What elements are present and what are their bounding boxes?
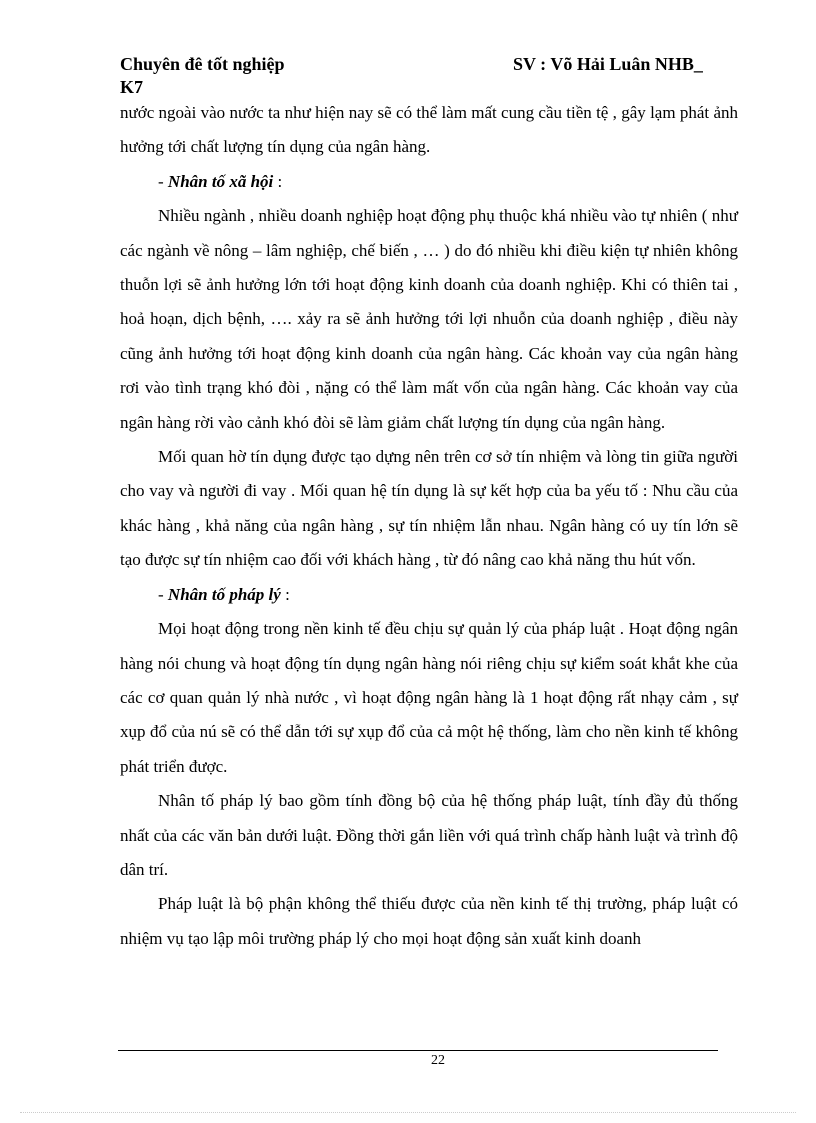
heading-prefix: -: [158, 171, 168, 191]
heading-prefix: -: [158, 584, 168, 604]
paragraph-1: nước ngoài vào nước ta như hiện nay sẽ có thể làm mất cung cầu tiền tệ , gây lạm phát ảnh hưởng tới chất lượng tín dụng của ngân hàng.: [120, 103, 738, 157]
paragraph-2: Nhiều ngành , nhiều doanh nghiệp hoạt động phụ thuộc khá nhiều vào tự nhiên ( như các ngành về nông – lâm nghiệp, chế biến , … ) do đó nhiều khi điều kiện tự nhiên không thuỗn lợi sẽ ảnh hưởng lớn tới hoạt động kinh doanh của doanh nghiệp. Khi có thiên tai , hoả hoạn, dịch bệnh, …. xảy ra sẽ ảnh hưởng tới lợi nhuỗn của doanh nghiệp , điều này cũng ảnh hưởng tới hoạt động kinh doanh của ngân hàng. Các khoản vay của ngân hàng rơi vào tình trạng khó đòi , nặng có thể làm mất vốn của ngân hàng. Các khoản vay của ngân hàng rời vào cảnh khó đòi sẽ làm giảm chất lượng tín dụng của ngân hàng.: [120, 206, 738, 432]
page-edge-divider: [20, 1112, 796, 1113]
paragraph-4: Mọi hoạt động trong nền kinh tế đều chịu sự quản lý của pháp luật . Hoạt động ngân hàng nói chung và hoạt động tín dụng ngân hàng nói riêng chịu sự kiểm soát khắt khe của các cơ quan quản lý nhà nước , vì hoạt động ngân hàng là 1 hoạt động rất nhạy cảm , sự xụp đổ của nú sẽ có thể dẫn tới sự xụp đổ của cả một hệ thống, làm cho nền kinh tế không phát triển được.: [120, 619, 738, 776]
heading-title: Nhân tố xã hội: [167, 171, 274, 191]
heading-suffix: :: [280, 584, 290, 604]
paragraph-3: Mối quan hờ tín dụng được tạo dựng nên trên cơ sở tín nhiệm và lòng tin giữa người cho vay và người đi vay . Mối quan hệ tín dụng là sự kết hợp của ba yếu tố : Nhu cầu của khác hàng , khả năng của ngân hàng , sự tín nhiệm lẫn nhau. Ngân hàng có uy tín lớn sẽ tạo được sự tín nhiệm cao đối với khách hàng , từ đó nâng cao khả năng thu hút vốn.: [120, 447, 738, 570]
heading-suffix: :: [273, 171, 283, 191]
header-author: SV : Võ Hải Luân NHB_: [513, 54, 703, 74]
page-number: 22: [431, 1053, 445, 1068]
header-title: Chuyên đê tốt nghiệp: [120, 54, 285, 74]
footer-divider: [118, 1050, 718, 1051]
paragraph-5: Nhân tố pháp lý bao gồm tính đồng bộ của hệ thống pháp luật, tính đầy đủ thống nhất của các văn bản dưới luật. Đồng thời gắn liền với quá trình chấp hành luật và trình độ dân trí.: [120, 791, 738, 879]
document-body: [120, 96, 738, 956]
paragraph-6: Pháp luật là bộ phận không thể thiếu được của nền kinh tế thị trường, pháp luật có nhiệm vụ tạo lập môi trường pháp lý cho mọi hoạt động sản xuất kinh doanh: [120, 894, 738, 948]
section-heading-social: [120, 165, 738, 199]
heading-title: Nhân tố pháp lý: [167, 584, 281, 604]
header-author-continuation: K7: [120, 77, 144, 97]
section-heading-legal: [120, 578, 738, 612]
